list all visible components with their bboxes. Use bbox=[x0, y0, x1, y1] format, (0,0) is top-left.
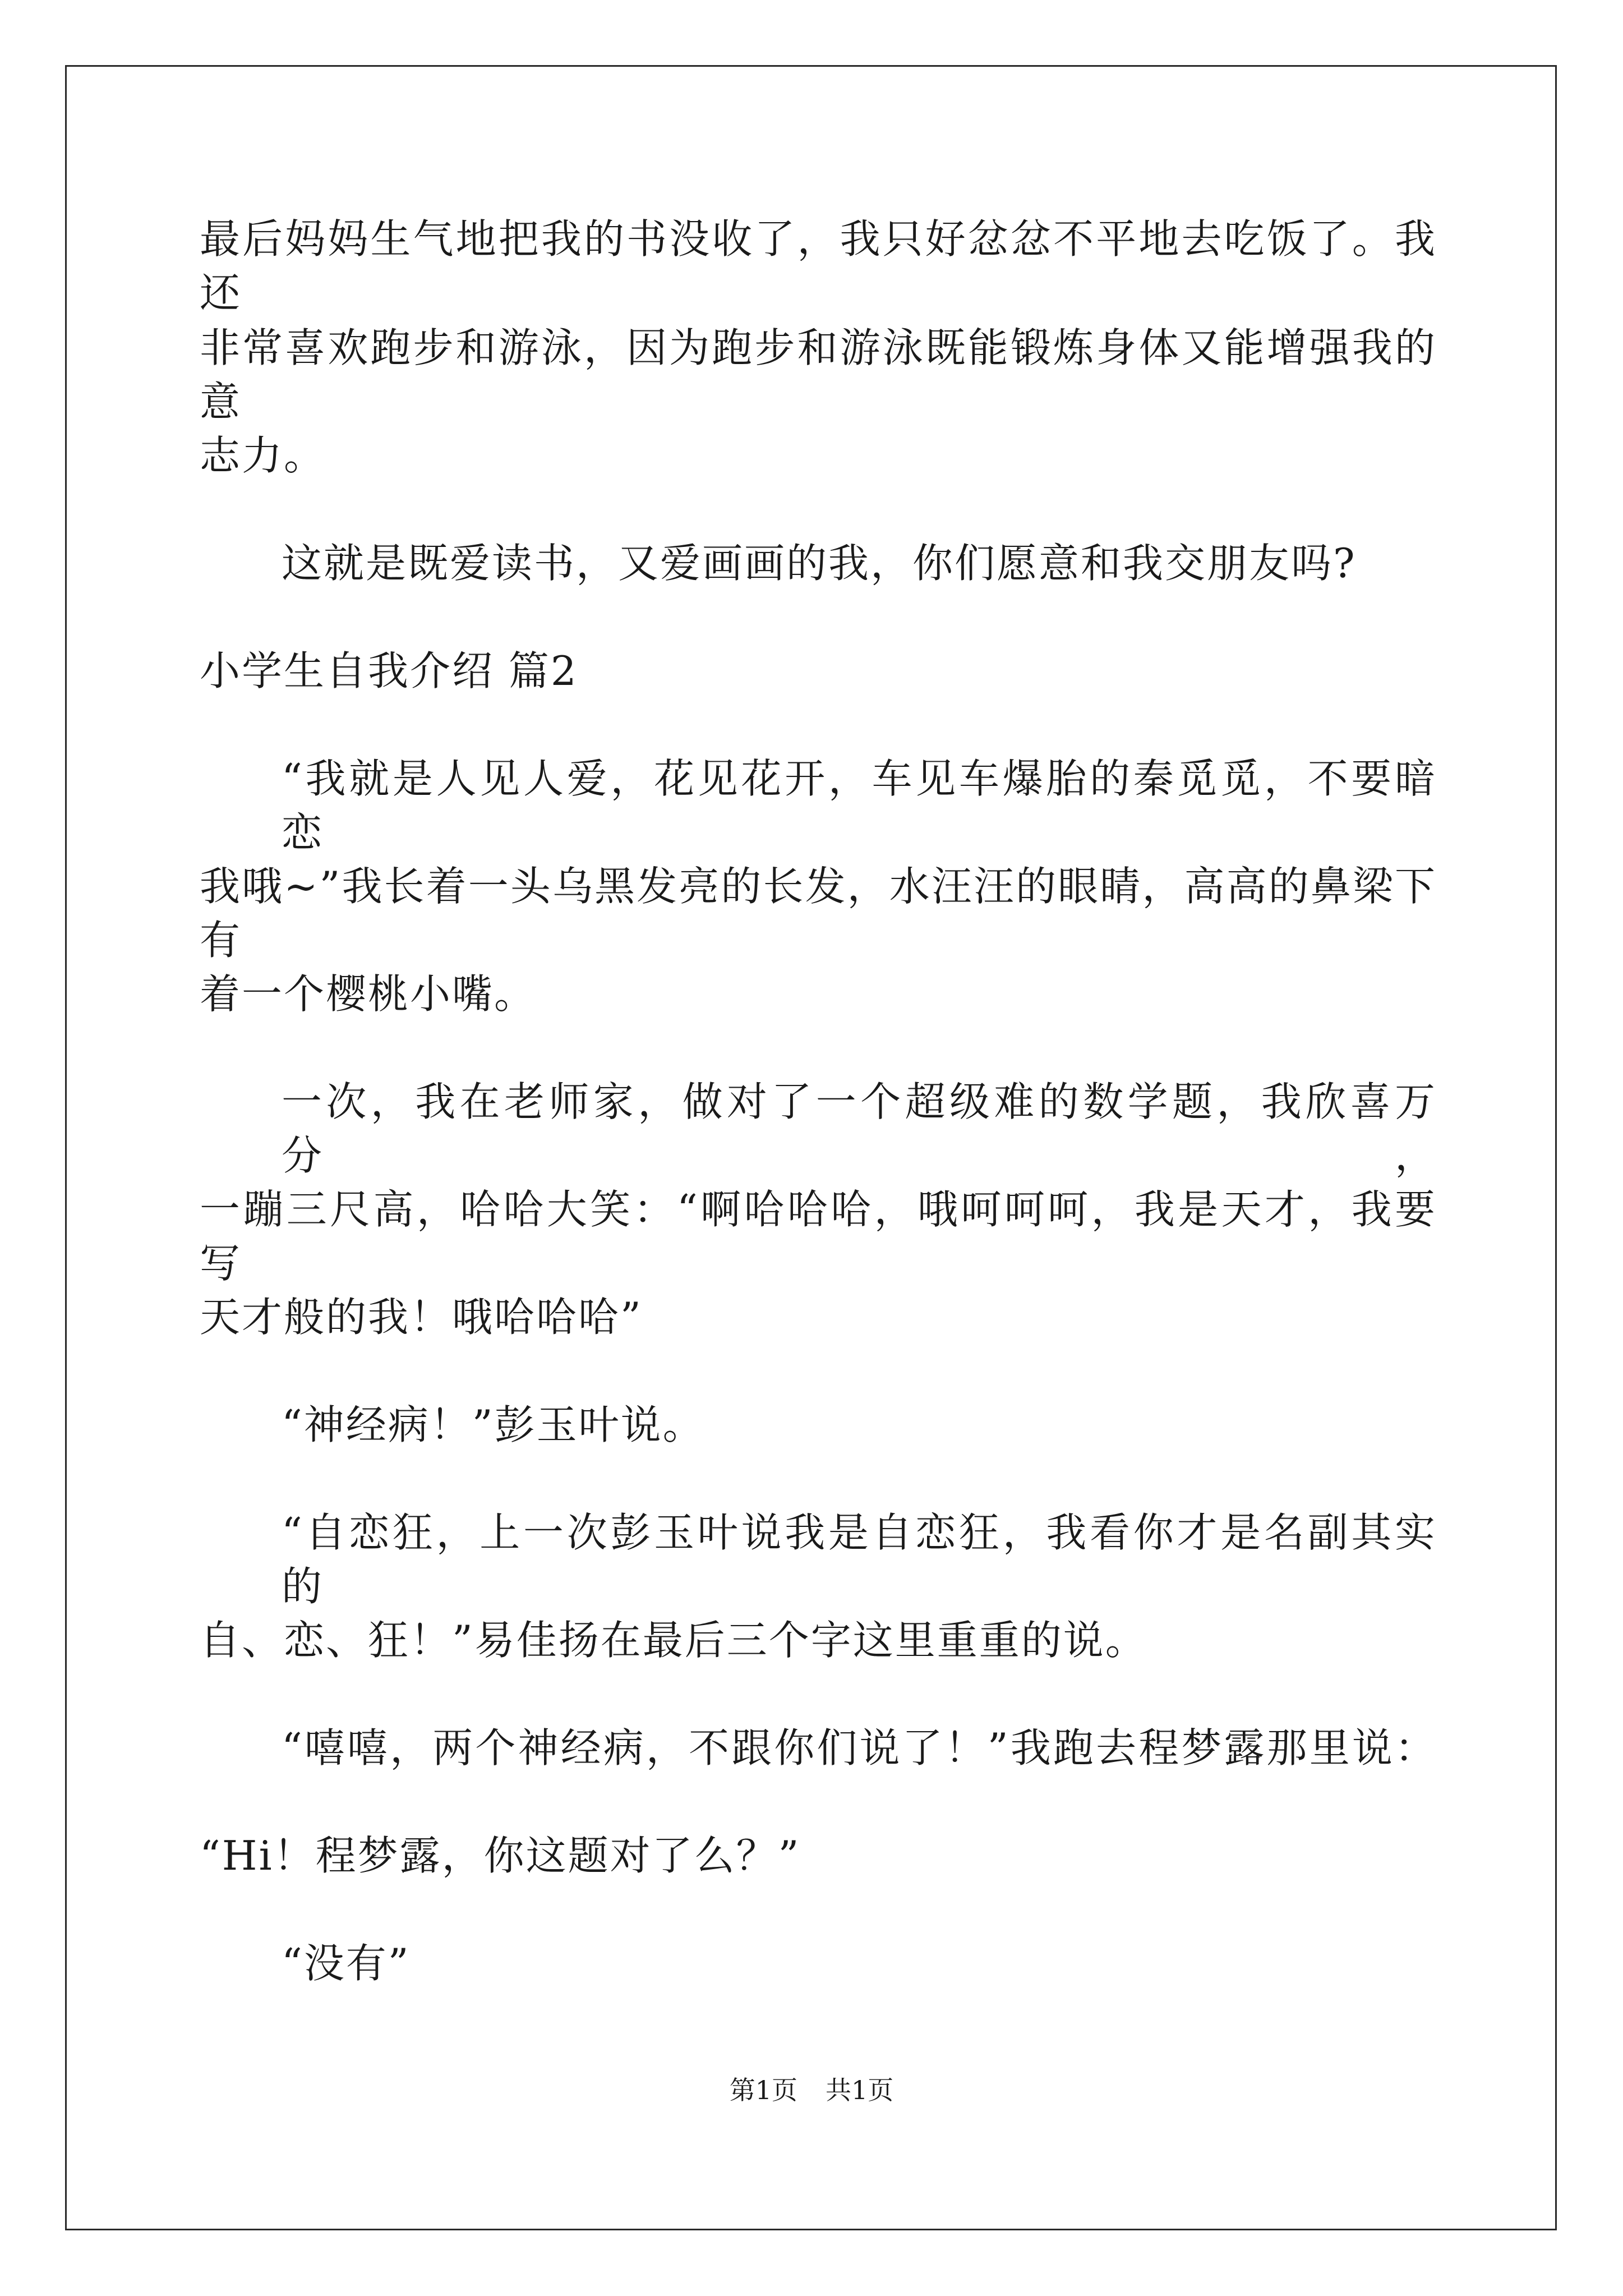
paragraph-line: “嘻嘻，两个神经病，不跟你们说了！”我跑去程梦露那里说： bbox=[282, 1724, 1437, 1772]
paragraph-line: “神经病！”彭玉叶说。 bbox=[282, 1401, 705, 1448]
paragraph-line: 最后妈妈生气地把我的书没收了，我只好忿忿不平地去吃饭了。我还 bbox=[200, 215, 1437, 316]
paragraph-line: 一次，我在老师家，做对了一个超级难的数学题，我欣喜万分， bbox=[282, 1078, 1437, 1179]
page-footer bbox=[0, 2073, 1623, 2107]
paragraph-line: 非常喜欢跑步和游泳，因为跑步和游泳既能锻炼身体又能增强我的意 bbox=[200, 324, 1437, 425]
paragraph-line: 着一个樱桃小嘴。 bbox=[200, 970, 537, 1018]
paragraph-line: 我哦~”我长着一头乌黑发亮的长发，水汪汪的眼睛，高高的鼻梁下有 bbox=[200, 863, 1437, 964]
section-heading: 小学生自我介绍 篇2 bbox=[200, 647, 578, 694]
paragraph-line: 志力。 bbox=[200, 432, 326, 479]
paragraph-line: “Hi！程梦露，你这题对了么？” bbox=[200, 1832, 801, 1879]
paragraph-line: 一蹦三尺高，哈哈大笑：“啊哈哈哈，哦呵呵呵，我是天才，我要写 bbox=[200, 1186, 1437, 1287]
paragraph-line: 这就是既爱读书，又爱画画的我，你们愿意和我交朋友吗? bbox=[282, 540, 1357, 587]
paragraph-line: “自恋狂，上一次彭玉叶说我是自恋狂，我看你才是名副其实的 bbox=[282, 1509, 1437, 1610]
paragraph-line: “没有” bbox=[282, 1940, 411, 1987]
paragraph-line: “我就是人见人爱，花见花开，车见车爆胎的秦觅觅，不要暗恋 bbox=[282, 755, 1437, 856]
paragraph-line: 自、恋、狂！”易佳扬在最后三个字这里重重的说。 bbox=[200, 1617, 1147, 1664]
page-number: 第1页 bbox=[729, 2075, 797, 2105]
paragraph-line: 天才般的我！哦哈哈哈” bbox=[200, 1294, 643, 1341]
page-total: 共1页 bbox=[826, 2075, 894, 2105]
